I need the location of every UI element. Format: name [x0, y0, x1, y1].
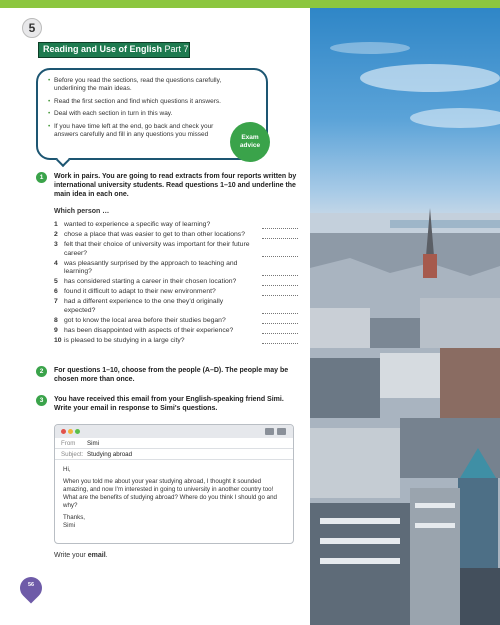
advice-list [38, 70, 266, 139]
email-greeting: Hi, [63, 466, 71, 473]
question-text: had a different experience to the one they'd originally expected? [64, 298, 224, 314]
task-instruction: You have received this email from your English-speaking friend Simi. Write your email in response to Simi's questions. [54, 396, 284, 412]
answer-blank[interactable] [262, 323, 298, 324]
answer-blank[interactable] [262, 256, 298, 257]
question-number: 1 [54, 221, 58, 228]
cityscape-illustration [310, 8, 500, 625]
question-text: was pleasantly surprised by the approach to teaching and learning? [64, 259, 238, 275]
question-item [54, 327, 298, 336]
email-body [55, 460, 293, 540]
badge-line-1: Exam [241, 134, 259, 141]
question-number: 3 [54, 241, 58, 248]
section-title-main: Reading and Use of English [43, 44, 163, 54]
email-titlebar [55, 425, 293, 438]
question-number: 9 [54, 326, 58, 334]
badge-line-2: advice [239, 142, 261, 149]
question-item [54, 241, 298, 258]
exam-advice-badge [230, 122, 270, 162]
advice-item: • Deal with each section in turn in this way. [48, 110, 228, 118]
question-item [54, 298, 298, 315]
task-number: 3 [36, 395, 47, 406]
question-item [54, 260, 298, 277]
email-window [54, 424, 294, 544]
answer-blank[interactable] [262, 238, 298, 239]
folder-icon[interactable] [265, 428, 274, 435]
email-from-row [55, 438, 293, 449]
trash-icon[interactable] [277, 428, 286, 435]
maximize-dot-icon[interactable] [75, 429, 80, 434]
unit-number-badge: 5 [22, 18, 42, 38]
question-number: 4 [54, 259, 58, 267]
question-item [54, 278, 298, 287]
question-number: 7 [54, 298, 58, 305]
email-subject-row [55, 449, 293, 460]
advice-item: • Read the first section and find which questions it answers. [48, 98, 228, 106]
write-instruction [54, 552, 108, 559]
question-text: is pleased to be studying in a large city? [64, 336, 185, 344]
question-text: found it difficult to adapt to their new environment? [64, 288, 216, 295]
question-item [54, 337, 298, 346]
subject-label: Subject: [61, 451, 84, 458]
minimize-dot-icon[interactable] [68, 429, 73, 434]
question-text: has considered starting a career in their chosen location? [64, 278, 237, 285]
email-message: When you told me about your year studying abroad, I thought it sounded amazing, and now I'm interested in going to university in another country too! What are the benefits of studying abroad? Where do you think I should go and why? [63, 478, 277, 509]
task-number: 1 [36, 172, 47, 183]
from-value: Simi [87, 440, 100, 447]
email-signoff: Thanks, [63, 514, 86, 521]
task-instruction: For questions 1–10, choose from the people (A–D). The people may be chosen more than once. [54, 367, 289, 383]
question-list [54, 221, 298, 347]
answer-blank[interactable] [262, 313, 298, 314]
which-person-label: Which person … [54, 208, 110, 215]
answer-blank[interactable] [262, 275, 298, 276]
exam-advice-box [36, 68, 268, 160]
write-bold-word: email [87, 552, 106, 559]
answer-blank[interactable] [262, 343, 298, 344]
write-suffix: . [105, 552, 108, 559]
question-number: 2 [54, 231, 58, 238]
answer-blank[interactable] [262, 228, 298, 229]
question-number: 10 [54, 336, 62, 344]
question-item [54, 317, 298, 326]
task-number: 2 [36, 366, 47, 377]
question-number: 5 [54, 278, 58, 285]
close-dot-icon[interactable] [61, 429, 66, 434]
advice-item: • If you have time left at the end, go back and check your answers carefully and fill in any questions you missed [48, 123, 228, 140]
task-3 [36, 395, 298, 413]
task-instruction: Work in pairs. You are going to read extracts from four reports written by international university students. Read questions 1–10 and underline the main idea in each one. [54, 173, 297, 198]
question-item [54, 231, 298, 240]
task-1 [36, 172, 298, 199]
write-prefix: Write your [54, 552, 86, 559]
section-title-part: Part 7 [164, 44, 189, 54]
question-text: felt that their choice of university was important for their future career? [64, 241, 250, 257]
page-number: 56 [27, 582, 35, 588]
task-2 [36, 366, 298, 384]
question-text: got to know the local area before their studies began? [64, 316, 226, 324]
question-text: chose a place that was easier to get to than other locations? [64, 231, 245, 238]
question-number: 8 [54, 316, 58, 324]
question-text: has been disappointed with aspects of their experience? [64, 326, 234, 334]
helsinki-city-photo [310, 8, 500, 625]
subject-value: Studying abroad [87, 451, 133, 458]
question-item [54, 288, 298, 297]
question-text: wanted to experience a specific way of learning? [64, 221, 211, 228]
question-number: 6 [54, 288, 58, 295]
from-label: From [61, 440, 76, 447]
answer-blank[interactable] [262, 295, 298, 296]
answer-blank[interactable] [262, 285, 298, 286]
question-item [54, 221, 298, 230]
email-signature: Simi [63, 522, 76, 529]
top-accent-bar [0, 0, 500, 8]
section-title [38, 42, 190, 58]
advice-item: • Before you read the sections, read the questions carefully, underlining the main ideas. [48, 77, 228, 94]
answer-blank[interactable] [262, 333, 298, 334]
